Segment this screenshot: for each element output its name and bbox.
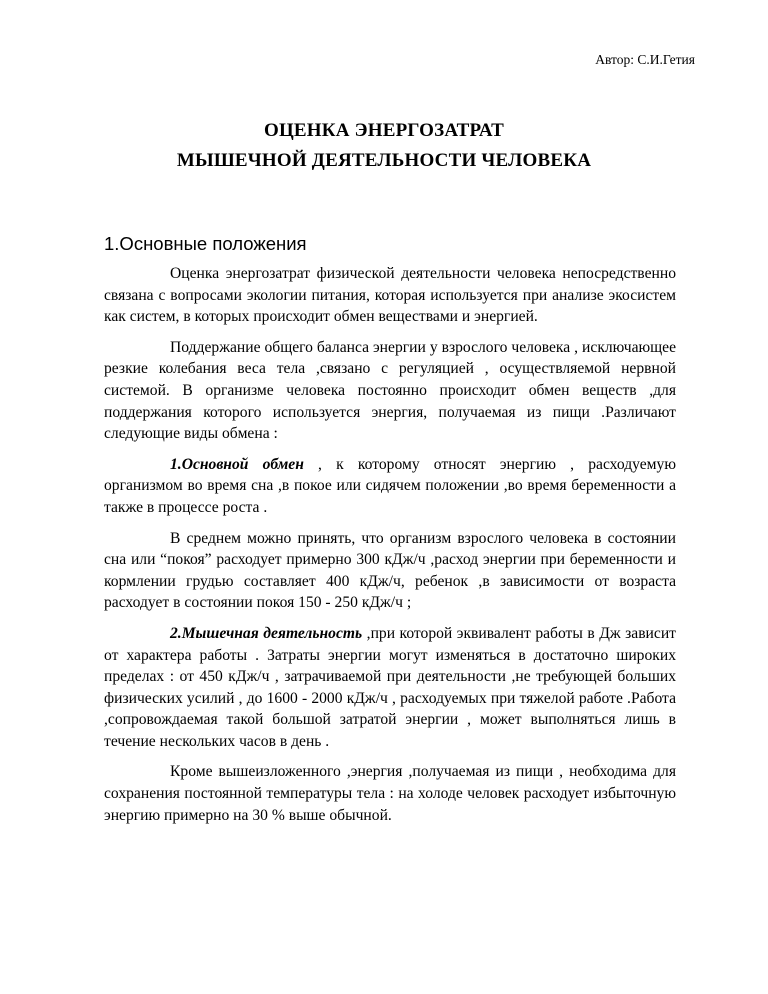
term-basal-metabolism: 1.Основной обмен <box>170 455 304 473</box>
paragraph-basal-metabolism <box>104 454 676 519</box>
paragraph-rest-consumption <box>104 528 676 614</box>
section-heading: 1.Основные положения <box>104 233 307 254</box>
paragraph-text: ,при которой эквивалент работы в Дж зависит от характера работы . Затраты энергии могут изменяться в достаточно широких пределах : от 450 кДж/ч , затрачиваемой при деятельности ,не требующей больших физических усилий , до 1600 - 2000 кДж/ч , расходуемых при тяжелой работе .Работа ,сопровождаемая такой большой затратой энергии , может выполняться лишь в течение нескольких часов в день . <box>104 624 676 750</box>
document-title-line-2: МЫШЕЧНОЙ ДЕЯТЕЛЬНОСТИ ЧЕЛОВЕКА <box>176 150 592 171</box>
paragraph-text: , к которому относят энергию , расходуемую организмом во время сна ,в покое или сидячем положении ,во время беременности а также в процессе роста . <box>104 455 676 516</box>
paragraph-muscle-activity <box>104 623 676 753</box>
term-muscle-activity: 2.Мышечная деятельность <box>170 624 363 642</box>
paragraph-text: Оценка энергозатрат физической деятельности человека непосредственно связана с вопросами экологии питания, которая используется при анализе экосистем как систем, в которых происходит обмен веществами и энергией. <box>104 265 676 326</box>
document-title-line-1: ОЦЕНКА ЭНЕРГОЗАТРАТ <box>263 120 505 141</box>
section-body <box>104 263 676 835</box>
paragraph-text: В среднем можно принять, что организм взрослого человека в состоянии сна или “покоя” расходует примерно 300 кДж/ч ,расход энергии при беременности и кормлении грудью составляет 400 кДж/ч, ребенок ,в зависимости от возраста расходует в состоянии покоя 150 - 250 кДж/ч ; <box>104 529 676 612</box>
author-line: Автор: С.И.Гетия <box>595 52 695 67</box>
paragraph-ecology <box>104 263 676 328</box>
paragraph-text: Поддержание общего баланса энергии у взрослого человека , исключающее резкие колебания веса тела ,связано с регуляцией , осуществляемой нервной системой. В организме человека постоянно происходит обмен веществ ,для поддержания которого используется энергия, получаемая из пищи .Различают следующие виды обмена : <box>104 338 676 443</box>
paragraph-energy-balance <box>104 337 676 445</box>
paragraph-thermoregulation <box>104 761 676 826</box>
paragraph-text: Кроме вышеизложенного ,энергия ,получаемая из пищи , необходима для сохранения постоянной температуры тела : на холоде человек расходует избыточную энергию примерно на 30 % выше обычной. <box>104 763 676 824</box>
